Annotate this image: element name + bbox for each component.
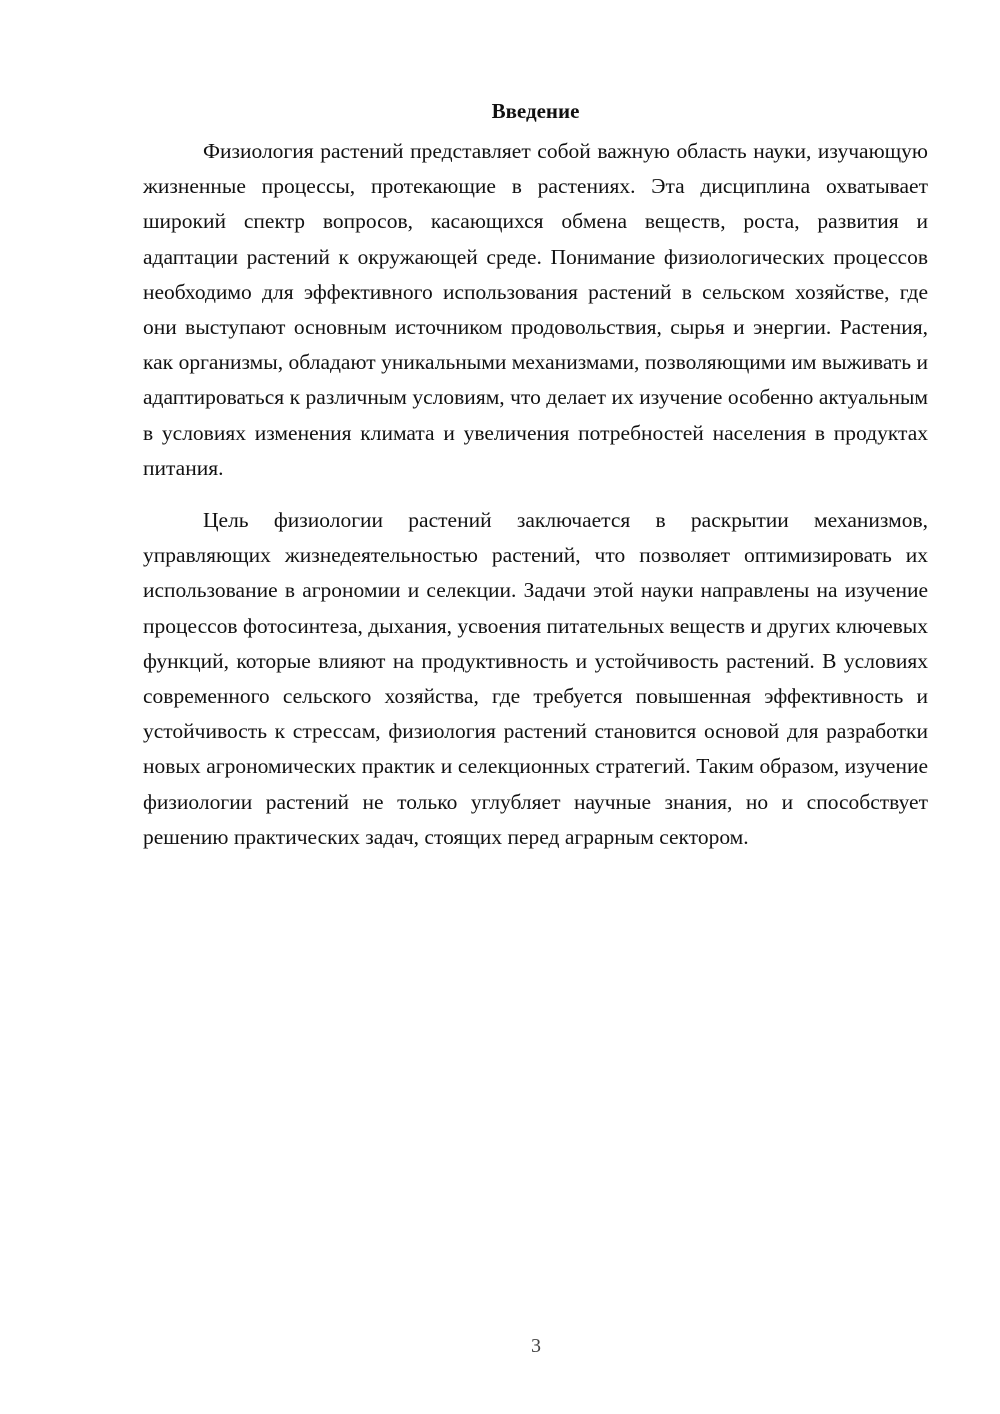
section-heading: Введение <box>491 99 580 123</box>
page-number: 3 <box>531 1335 541 1357</box>
paragraph-1: Физиология растений представляет собой важную область науки, изучающую жизненные процессы, протекающие в растениях. Эта дисциплина охватывает широкий спектр вопросов, касающихся обмена веществ, роста, развития и адаптации растений к окружающей среде. Понимание физиологических процессов необходимо для эффективного использования растений в сельском хозяйстве, где они выступают основным источником продовольствия, сырья и энергии. Растения, как организмы, обладают уникальными механизмами, позволяющими им выживать и адаптироваться к различным условиям, что делает их изучение особенно актуальным в условиях изменения климата и увеличения потребностей населения в продуктах питания. <box>143 139 928 480</box>
paragraph-2: Цель физиологии растений заключается в раскрытии механизмов, управляющих жизнедеятельностью растений, что позволяет оптимизировать их использование в агрономии и селекции. Задачи этой науки направлены на изучение процессов фотосинтеза, дыхания, усвоения питательных веществ и других ключевых функций, которые влияют на продуктивность и устойчивость растений. В условиях современного сельского хозяйства, где требуется повышенная эффективность и устойчивость к стрессам, физиология растений становится основой для разработки новых агрономических практик и селекционных стратегий. Таким образом, изучение физиологии растений не только углубляет научные знания, но и способствует решению практических задач, стоящих перед аграрным сектором. <box>143 508 928 849</box>
page-content <box>143 96 928 855</box>
